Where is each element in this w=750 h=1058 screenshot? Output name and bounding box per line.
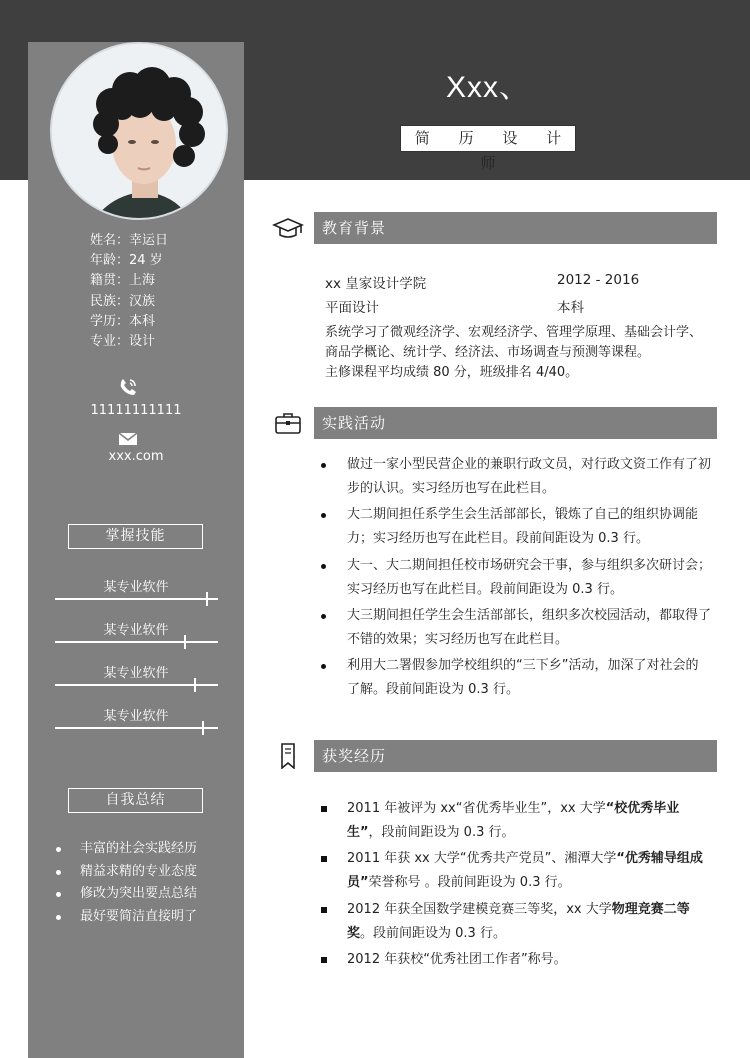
briefcase-icon xyxy=(272,411,304,435)
summary-item: 丰富的社会实践经历 xyxy=(56,838,241,861)
skill-level-marker xyxy=(202,721,204,735)
skill-label: 某专业软件 xyxy=(103,580,169,595)
skill-bar xyxy=(55,598,218,600)
award-item: 2011 年被评为 xx“省优秀毕业生”，xx 大学“校优秀毕业生”，段前间距设为 0.3 行。 xyxy=(321,797,711,845)
education-desc-line: 系统学习了微观经济学、宏观经济学、管理学原理、基础会计学、 xyxy=(325,325,703,340)
awards-heading: 获奖经历 xyxy=(314,740,717,772)
summary-item: 精益求精的专业态度 xyxy=(56,861,241,884)
phone-number: 11111111111 xyxy=(90,403,182,418)
skill-label: 某专业软件 xyxy=(103,623,169,638)
skill-bar xyxy=(55,684,218,686)
job-title: 简 历 设 计 师 xyxy=(400,125,576,152)
info-major: 专业：设计 xyxy=(90,334,156,350)
info-ethnicity: 民族：汉族 xyxy=(90,293,156,309)
education-description xyxy=(325,323,715,383)
practice-item: 大二期间担任系学生会生活部部长，锻炼了自己的组织协调能力；实习经历也写在此栏目。段前间距设为 0.3 行。 xyxy=(321,503,711,551)
skill-level-marker xyxy=(194,678,196,692)
award-item: 2012 年获全国数学建模竞赛三等奖，xx 大学物理竞赛二等奖。段前间距设为 0.3 行。 xyxy=(321,898,711,946)
study-years: 2012 - 2016 xyxy=(557,272,640,288)
summary-item: 最好要简洁直接明了 xyxy=(56,906,241,929)
info-hometown: 籍贯：上海 xyxy=(90,273,156,289)
info-age: 年龄：24 岁 xyxy=(90,253,163,269)
education-desc-line: 商品学概论、统计学、经济法、市场调查与预测等课程。 xyxy=(325,345,651,360)
portrait-photo-icon xyxy=(52,44,228,220)
skill-bar xyxy=(55,641,218,643)
skill-bar xyxy=(55,727,218,729)
info-name: 姓名：幸运日 xyxy=(90,233,169,248)
phone-icon xyxy=(118,377,138,401)
summary-list xyxy=(56,838,241,928)
summary-heading: 自我总结 xyxy=(68,788,203,813)
practice-heading: 实践活动 xyxy=(314,407,717,439)
summary-item: 修改为突出要点总结 xyxy=(56,883,241,906)
practice-item: 大三期间担任学生会生活部部长，组织多次校园活动，都取得了不错的效果；实习经历也写在此栏目。 xyxy=(321,604,711,652)
personal-info xyxy=(90,231,240,352)
skill-level-marker xyxy=(184,635,186,649)
practice-item: 利用大二署假参加学校组织的“三下乡”活动，加深了对社会的了解。段前间距设为 0.3 行。 xyxy=(321,654,711,702)
mail-icon xyxy=(119,431,137,450)
skill-label: 某专业软件 xyxy=(103,709,169,724)
profile-photo xyxy=(50,42,228,220)
graduation-cap-icon xyxy=(272,217,304,241)
major: 平面设计 xyxy=(325,300,379,316)
degree: 本科 xyxy=(557,300,584,316)
education-desc-line: 主修课程平均成绩 80 分，班级排名 4/40。 xyxy=(325,365,579,380)
awards-list xyxy=(321,797,711,974)
person-name: Xxx、 xyxy=(445,71,530,104)
skill-label: 某专业软件 xyxy=(103,666,169,681)
info-education: 学历：本科 xyxy=(90,313,156,329)
email-address: xxx.com xyxy=(108,449,164,464)
education-heading: 教育背景 xyxy=(314,212,717,244)
award-item: 2011 年获 xx 大学“优秀共产党员”、湘潭大学“优秀辅导组成员”荣誉称号 。段前间距设为 0.3 行。 xyxy=(321,847,711,895)
bookmark-icon xyxy=(272,743,304,767)
practice-item: 做过一家小型民营企业的兼职行政文员，对行政文资工作有了初步的认识。实习经历也写在此栏目。 xyxy=(321,453,711,501)
skill-level-marker xyxy=(206,592,208,606)
skills-heading: 掌握技能 xyxy=(68,524,203,549)
practice-list xyxy=(321,453,711,704)
award-item: 2012 年获校“优秀社团工作者”称号。 xyxy=(321,948,711,972)
school-name: xx 皇家设计学院 xyxy=(325,276,427,292)
practice-item: 大一、大二期间担任校市场研究会干事，参与组织多次研讨会；实习经历也写在此栏目。段前间距设为 0.3 行。 xyxy=(321,554,711,602)
